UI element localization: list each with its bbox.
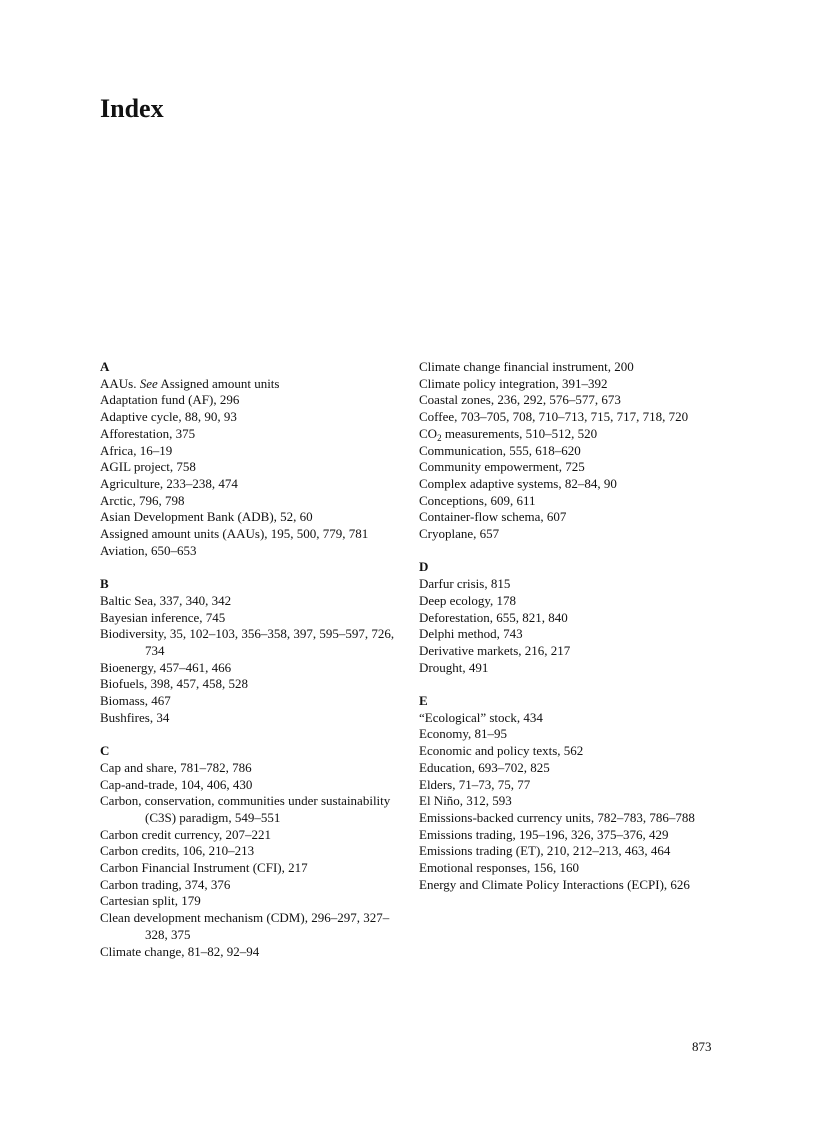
- entry-text: Darfur crisis, 815: [419, 576, 511, 592]
- entry-text: Cap-and-trade, 104, 406, 430: [100, 776, 253, 792]
- index-entry: [100, 610, 405, 627]
- entry-text: Adaptive cycle, 88, 90, 93: [100, 409, 237, 425]
- subscript: 2: [437, 432, 442, 443]
- section-letter: C: [100, 743, 110, 759]
- index-entry: [419, 409, 719, 426]
- index-entry: [419, 726, 719, 743]
- entry-text: Arctic, 796, 798: [100, 492, 185, 508]
- see-reference: See: [139, 375, 158, 391]
- index-entry: [100, 676, 405, 693]
- index-entry: [100, 509, 405, 526]
- index-entry: [419, 860, 719, 877]
- entry-text-continued: measurements, 510–512, 520: [441, 425, 598, 441]
- index-entry: [419, 493, 719, 510]
- entry-text: Community empowerment, 725: [419, 459, 585, 475]
- entry-text: Cryoplane, 657: [419, 526, 500, 542]
- section-letter: D: [419, 559, 429, 575]
- index-entry: [419, 359, 719, 376]
- index-section: [419, 559, 719, 676]
- index-entry: [419, 660, 719, 677]
- index-entry: [100, 409, 405, 426]
- index-entry: [419, 643, 719, 660]
- index-entry: [419, 443, 719, 460]
- entry-text: Elders, 71–73, 75, 77: [419, 776, 531, 792]
- index-entry: [100, 376, 405, 393]
- index-entry: [419, 777, 719, 794]
- index-entry: [419, 827, 719, 844]
- entry-text: Adaptation fund (AF), 296: [100, 392, 240, 408]
- entry-text: Delphi method, 743: [419, 626, 523, 642]
- entry-text: Economic and policy texts, 562: [419, 743, 584, 759]
- index-entry: [100, 793, 405, 826]
- index-entry: [100, 910, 405, 943]
- index-column-left: [100, 359, 405, 977]
- index-entry: [419, 376, 719, 393]
- index-entry: [100, 827, 405, 844]
- index-section: [100, 359, 405, 559]
- index-entry: [100, 476, 405, 493]
- entry-text: Carbon credits, 106, 210–213: [100, 843, 255, 859]
- index-entry: [419, 476, 719, 493]
- index-entry: [419, 526, 719, 543]
- entry-text: Assigned amount units (AAUs), 195, 500, 779, 781: [100, 526, 369, 542]
- index-entry: [100, 860, 405, 877]
- entry-text: Bushfires, 34: [100, 709, 170, 725]
- section-letter: A: [100, 359, 110, 374]
- entry-text: Cap and share, 781–782, 786: [100, 759, 252, 775]
- index-entry: [419, 459, 719, 476]
- entry-text: Education, 693–702, 825: [419, 759, 550, 775]
- entry-text: Economy, 81–95: [419, 726, 507, 742]
- index-section: [419, 359, 719, 543]
- entry-text: Emissions trading (ET), 210, 212–213, 463, 464: [419, 843, 671, 859]
- entry-text: Conceptions, 609, 611: [419, 492, 536, 508]
- index-entry: [100, 459, 405, 476]
- entry-text: Aviation, 650–653: [100, 542, 197, 558]
- index-entry: [419, 793, 719, 810]
- index-entry: [100, 893, 405, 910]
- entry-text: Climate change, 81–82, 92–94: [100, 943, 260, 959]
- entry-text: Energy and Climate Policy Interactions (ECPI), 626: [419, 876, 690, 892]
- entry-text: Agriculture, 233–238, 474: [100, 475, 238, 491]
- entry-text: Bayesian inference, 745: [100, 609, 226, 625]
- entry-text: Carbon Financial Instrument (CFI), 217: [100, 860, 308, 876]
- entry-text: Emissions-backed currency units, 782–783, 786–788: [419, 809, 695, 825]
- entry-text: Biodiversity, 35, 102–103, 356–358, 397, 595–597, 726, 734: [100, 626, 395, 658]
- index-entry: [100, 693, 405, 710]
- entry-text: Baltic Sea, 337, 340, 342: [100, 592, 232, 608]
- index-entry: [100, 843, 405, 860]
- index-entry: [100, 626, 405, 659]
- index-entry: [419, 610, 719, 627]
- index-entry: [100, 593, 405, 610]
- index-entry: [100, 877, 405, 894]
- index-entry: [100, 760, 405, 777]
- entry-text: Communication, 555, 618–620: [419, 442, 581, 458]
- entry-text: Biofuels, 398, 457, 458, 528: [100, 676, 249, 692]
- entry-text: Deep ecology, 178: [419, 592, 516, 608]
- index-entry: [419, 426, 719, 443]
- entry-text: Coffee, 703–705, 708, 710–713, 715, 717, 718, 720: [419, 409, 689, 425]
- entry-text: Carbon, conservation, communities under sustainability (C3S) paradigm, 549–551: [100, 793, 391, 825]
- index-entry: [419, 810, 719, 827]
- entry-text: Climate change financial instrument, 200: [419, 359, 634, 374]
- entry-text: AGIL project, 758: [100, 459, 196, 475]
- index-entry: [100, 543, 405, 560]
- entry-text: AAUs.: [100, 375, 140, 391]
- entry-text: Carbon trading, 374, 376: [100, 876, 231, 892]
- index-entry: [100, 426, 405, 443]
- page-number: 873: [692, 1039, 712, 1054]
- entry-text: Afforestation, 375: [100, 425, 196, 441]
- entry-text: Clean development mechanism (CDM), 296–297, 327–328, 375: [100, 910, 390, 942]
- entry-text: Biomass, 467: [100, 693, 171, 709]
- entry-text: Africa, 16–19: [100, 442, 173, 458]
- entry-text: Carbon credit currency, 207–221: [100, 826, 271, 842]
- entry-text: Emissions trading, 195–196, 326, 375–376, 429: [419, 826, 669, 842]
- index-entry: [419, 843, 719, 860]
- index-entry: [100, 493, 405, 510]
- entry-text: Complex adaptive systems, 82–84, 90: [419, 475, 617, 491]
- section-letter: E: [419, 693, 428, 709]
- entry-text: Cartesian split, 179: [100, 893, 201, 909]
- index-entry: [419, 710, 719, 727]
- entry-text: Drought, 491: [419, 659, 489, 675]
- entry-text: Coastal zones, 236, 292, 576–577, 673: [419, 392, 621, 408]
- index-section: [419, 693, 719, 893]
- index-entry: [419, 626, 719, 643]
- index-entry: [419, 392, 719, 409]
- index-entry: [419, 576, 719, 593]
- entry-text-continued: Assigned amount units: [157, 375, 280, 391]
- entry-text: “Ecological” stock, 434: [419, 709, 543, 725]
- index-entry: [100, 392, 405, 409]
- index-entry: [419, 743, 719, 760]
- entry-text: Asian Development Bank (ADB), 52, 60: [100, 509, 313, 525]
- index-entry: [419, 509, 719, 526]
- index-entry: [419, 760, 719, 777]
- entry-text: CO: [419, 425, 438, 441]
- index-entry: [419, 593, 719, 610]
- index-entry: [100, 526, 405, 543]
- entry-text: Derivative markets, 216, 217: [419, 642, 571, 658]
- index-column-right: [419, 359, 719, 910]
- entry-text: Climate policy integration, 391–392: [419, 375, 608, 391]
- page-title: Index: [100, 94, 164, 123]
- index-entry: [100, 944, 405, 961]
- entry-text: El Niño, 312, 593: [419, 793, 512, 809]
- index-entry: [100, 710, 405, 727]
- entry-text: Emotional responses, 156, 160: [419, 860, 579, 876]
- index-entry: [419, 877, 719, 894]
- section-letter: B: [100, 576, 109, 592]
- entry-text: Deforestation, 655, 821, 840: [419, 609, 568, 625]
- index-entry: [100, 777, 405, 794]
- entry-text: Bioenergy, 457–461, 466: [100, 659, 232, 675]
- index-section: [100, 743, 405, 960]
- index-entry: [100, 660, 405, 677]
- index-section: [100, 576, 405, 726]
- index-entry: [100, 443, 405, 460]
- entry-text: Container-flow schema, 607: [419, 509, 567, 525]
